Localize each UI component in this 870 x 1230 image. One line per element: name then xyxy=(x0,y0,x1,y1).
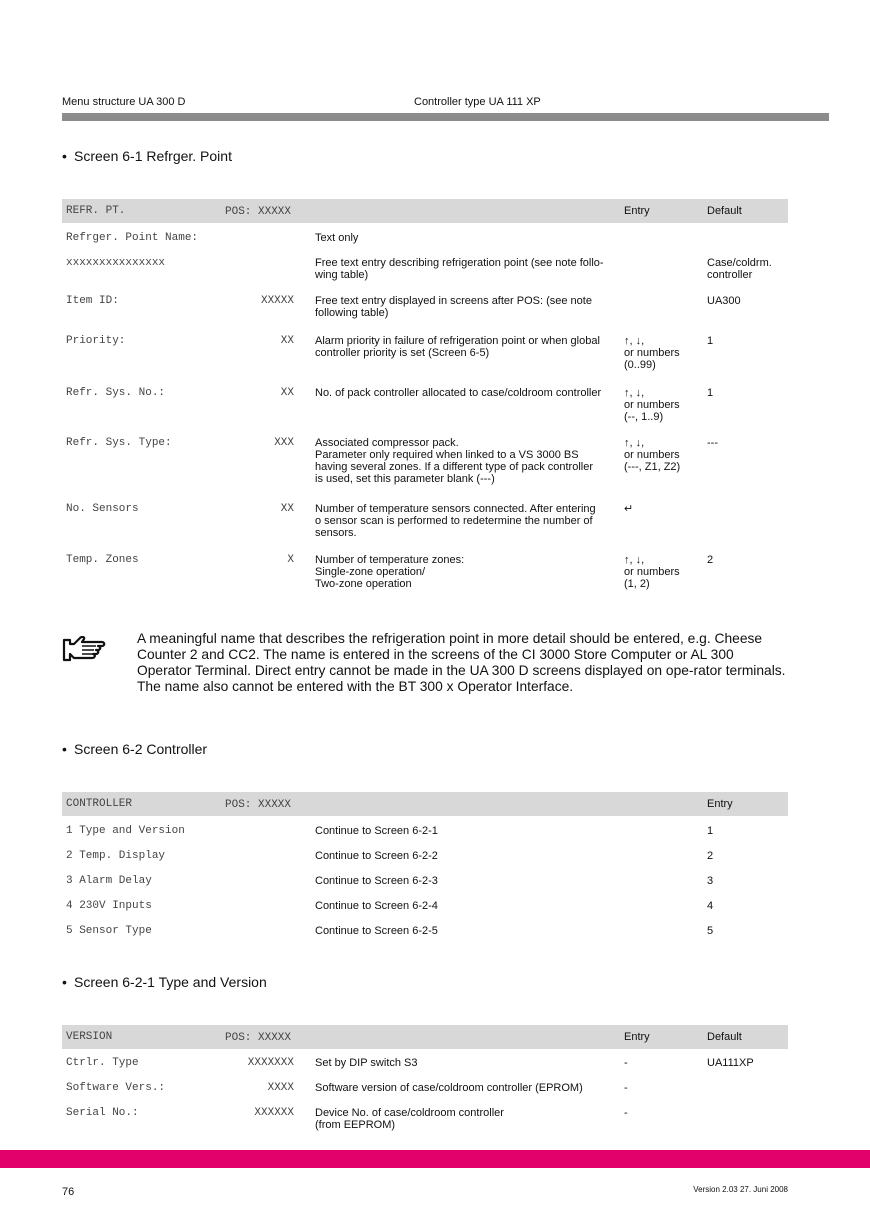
table-header xyxy=(62,1025,788,1049)
row-param-value: XXXX xyxy=(267,1082,294,1094)
row-entry: ↑, ↓, or numbers (1, 2) xyxy=(624,554,680,590)
header-default: Default xyxy=(707,199,788,223)
section2-table xyxy=(62,792,788,816)
header-pos: POS: XXXXX xyxy=(225,1032,292,1044)
header-name: VERSION xyxy=(62,1025,297,1049)
row-default: UA111XP xyxy=(707,1057,754,1069)
row-description: Alarm priority in failure of refrigeration point or when global controller priority is set (Screen 6-5) xyxy=(315,335,600,359)
row-default: 2 xyxy=(707,554,714,566)
row-description: Continue to Screen 6-2-3 xyxy=(315,875,438,887)
row-default: --- xyxy=(707,437,718,449)
row-entry: - xyxy=(624,1107,628,1119)
row-param-name: 1 Type and Version xyxy=(66,825,185,837)
row-description: Number of temperature zones: Single-zone operation/ Two-zone operation xyxy=(315,554,465,590)
row-param-name: Software Vers.: xyxy=(66,1082,166,1094)
header-entry: Entry xyxy=(624,1025,707,1049)
row-entry: ↵ xyxy=(624,503,634,515)
section1-title: • Screen 6-1 Refrger. Point xyxy=(62,148,232,164)
row-param-value: XXX xyxy=(274,437,294,449)
row-entry: 1 xyxy=(707,825,714,837)
version-info: Version 2.03 27. Juni 2008 xyxy=(693,1185,788,1194)
row-description: Free text entry displayed in screens after POS: (see note following table) xyxy=(315,295,592,319)
row-entry: ↑, ↓, or numbers (0..99) xyxy=(624,335,680,371)
row-description: Continue to Screen 6-2-1 xyxy=(315,825,438,837)
row-param-name: Serial No.: xyxy=(66,1107,139,1119)
header-pos: POS: XXXXX xyxy=(225,206,292,218)
row-param-value: XXXXXXX xyxy=(247,1057,294,1069)
row-entry: 2 xyxy=(707,850,714,862)
row-param-value: XX xyxy=(280,503,294,515)
row-param-name: xxxxxxxxxxxxxxx xyxy=(66,257,166,269)
page-number: 76 xyxy=(62,1186,75,1198)
row-description: Continue to Screen 6-2-2 xyxy=(315,850,438,862)
row-description: Free text entry describing refrigeration point (see note follo- wing table) xyxy=(315,257,604,281)
row-param-value: XX xyxy=(280,335,294,347)
row-param-name: Priority: xyxy=(66,335,126,347)
section1-table xyxy=(62,199,788,223)
row-param-value: XX xyxy=(280,387,294,399)
header-default: Default xyxy=(707,1025,788,1049)
row-entry: 4 xyxy=(707,900,714,912)
row-param-value: X xyxy=(287,554,294,566)
row-entry: - xyxy=(624,1082,628,1094)
row-description: Number of temperature sensors connected. After entering o sensor scan is performed to redetermine the number of sensors. xyxy=(315,503,596,539)
row-entry: - xyxy=(624,1057,628,1069)
header-entry: Entry xyxy=(624,199,707,223)
row-description: No. of pack controller allocated to case/coldroom controller xyxy=(315,387,602,399)
row-description: Continue to Screen 6-2-5 xyxy=(315,925,438,937)
pointing-hand-icon xyxy=(62,636,106,664)
section2-title: • Screen 6-2 Controller xyxy=(62,741,208,757)
row-description: Associated compressor pack. Parameter only required when linked to a VS 3000 BS having several zones. If a different type of pack controller is used, set this parameter blank (---) xyxy=(315,437,594,485)
note-text: A meaningful name that describes the refrigeration point in more detail should be entered, e.g. Cheese Counter 2 and CC2. The name is entered in the screens of the CI 3000 Store Computer or AL 300 Operator Terminal. Direct entry cannot be made in the UA 300 D screens displayed on ope-rator terminals. The name also cannot be entered with the BT 300 x Operator Interface. xyxy=(137,631,786,694)
row-param-name: Refr. Sys. Type: xyxy=(66,437,172,449)
row-param-name: No. Sensors xyxy=(66,503,139,515)
row-description: Set by DIP switch S3 xyxy=(315,1057,418,1069)
section3-title: • Screen 6-2-1 Type and Version xyxy=(62,974,267,990)
header-divider xyxy=(62,113,829,121)
table-header xyxy=(62,792,788,816)
header-name: REFR. PT. xyxy=(62,199,297,223)
table-header xyxy=(62,199,788,223)
footer-accent-bar xyxy=(0,1150,870,1168)
header-center: Controller type UA 111 XP xyxy=(414,96,541,108)
row-param-name: 4 230V Inputs xyxy=(66,900,152,912)
header-entry: Entry xyxy=(707,792,788,816)
row-param-name: Ctrlr. Type xyxy=(66,1057,139,1069)
header-left: Menu structure UA 300 D xyxy=(62,96,186,108)
row-description: Text only xyxy=(315,232,359,244)
row-description: Device No. of case/coldroom controller (from EEPROM) xyxy=(315,1107,504,1131)
row-entry: ↑, ↓, or numbers (---, Z1, Z2) xyxy=(624,437,681,473)
row-param-name: Refrger. Point Name: xyxy=(66,232,199,244)
section3-table xyxy=(62,1025,788,1049)
row-default: UA300 xyxy=(707,295,741,307)
row-entry: ↑, ↓, or numbers (--, 1..9) xyxy=(624,387,680,423)
row-param-name: Item ID: xyxy=(66,295,119,307)
row-description: Continue to Screen 6-2-4 xyxy=(315,900,438,912)
row-param-name: 5 Sensor Type xyxy=(66,925,152,937)
row-entry: 3 xyxy=(707,875,714,887)
section2-title-text: Screen 6-2 Controller xyxy=(74,741,208,757)
row-entry: 5 xyxy=(707,925,714,937)
row-param-name: Temp. Zones xyxy=(66,554,139,566)
row-param-value: XXXXX xyxy=(260,295,294,307)
section1-title-text: Screen 6-1 Refrger. Point xyxy=(74,148,232,164)
header-pos: POS: XXXXX xyxy=(225,799,292,811)
row-param-name: Refr. Sys. No.: xyxy=(66,387,166,399)
row-description: Software version of case/coldroom controller (EPROM) xyxy=(315,1082,583,1094)
header-name: CONTROLLER xyxy=(62,792,297,816)
row-default: 1 xyxy=(707,335,714,347)
row-default: Case/coldrm. controller xyxy=(707,257,772,281)
section3-title-text: Screen 6-2-1 Type and Version xyxy=(74,974,267,990)
row-param-name: 3 Alarm Delay xyxy=(66,875,152,887)
row-param-value: XXXXXX xyxy=(254,1107,294,1119)
row-param-name: 2 Temp. Display xyxy=(66,850,166,862)
row-default: 1 xyxy=(707,387,714,399)
